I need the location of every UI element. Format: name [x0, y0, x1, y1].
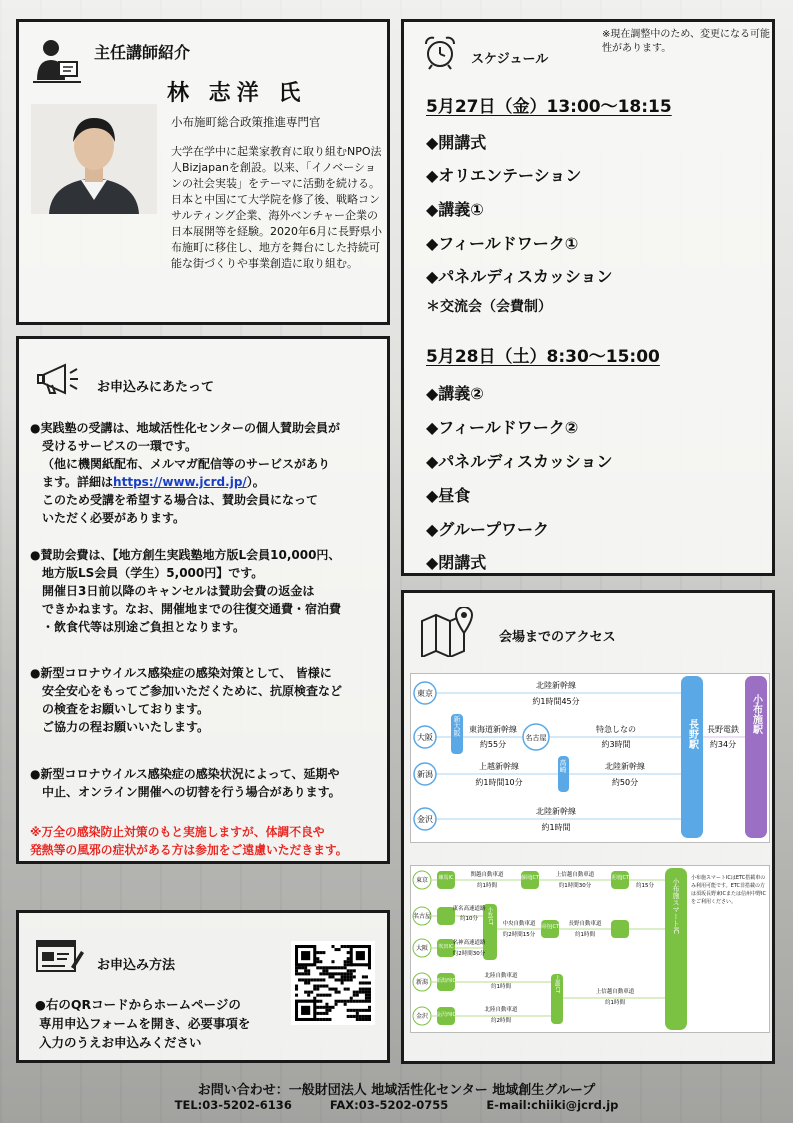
- svg-text:約34分: 約34分: [709, 740, 737, 749]
- day1-item: ◆オリエンテーション: [426, 166, 582, 185]
- svg-text:藤岡JCT: 藤岡JCT: [520, 875, 540, 881]
- svg-text:金沢西IC: 金沢西IC: [436, 1012, 456, 1018]
- svg-text:北陸新幹線: 北陸新幹線: [605, 762, 645, 771]
- contact-tel: TEL:03-5202-6136: [174, 1098, 292, 1112]
- day2-item: ◆フィールドワーク②: [426, 418, 579, 437]
- svg-text:約1時間: 約1時間: [575, 932, 595, 938]
- day1-date: 5月27日（金）13:00～18:15: [426, 97, 672, 117]
- svg-text:岡谷JCT: 岡谷JCT: [540, 924, 560, 930]
- svg-text:上越JCT: 上越JCT: [554, 974, 560, 994]
- svg-text:名神高速道路: 名神高速道路: [452, 940, 486, 946]
- svg-text:約55分: 約55分: [479, 740, 507, 749]
- membership-paragraph: ●実践塾の受講は、地域活性化センターの個人賛助会員が 受けるサービスの一環です。 （他に機関紙配布、メルマガ配信等のサービスがあり ます。詳細はhttps://www.jcrd.jp/）。 このため受講を希望する場合は、賛助会員になって いただく必要があります。: [30, 421, 340, 525]
- svg-text:約3時間: 約3時間: [601, 740, 631, 749]
- svg-text:金沢: 金沢: [415, 1013, 429, 1020]
- lecturer-icon: [31, 36, 83, 86]
- svg-text:高崎: 高崎: [559, 759, 567, 773]
- svg-text:長野駅: 長野駅: [686, 719, 698, 749]
- apply-section: [16, 910, 390, 1063]
- train-route-map: [410, 673, 770, 843]
- svg-text:小牧JCT: 小牧JCT: [487, 906, 493, 926]
- svg-text:約1時間: 約1時間: [605, 1000, 625, 1006]
- schedule-heading: スケジュール: [471, 52, 549, 67]
- svg-text:約10分: 約10分: [460, 916, 478, 922]
- contact-details: [0, 1098, 793, 1112]
- etc-note: 小布施スマートICはETC搭載車のみ利用可能です。ETC非搭載の方は須坂長野東ICまたは信州中野ICをご利用ください。: [691, 875, 766, 905]
- apply-heading: お申込み方法: [97, 958, 176, 973]
- covid-cancel-paragraph: ●新型コロナウイルス感染症の感染状況によって、延期や 中止、オンライン開催への切替を行う場合があります。: [30, 767, 341, 799]
- svg-text:上信越自動車道: 上信越自動車道: [595, 989, 635, 995]
- day1-item: ＊交流会（会費制）: [426, 299, 552, 315]
- svg-text:新潟西IC: 新潟西IC: [436, 978, 456, 984]
- svg-text:約1時間10分: 約1時間10分: [475, 778, 523, 787]
- instructor-photo: [31, 104, 157, 214]
- covid-test-paragraph: ●新型コロナウイルス感染症の感染対策として、 皆様に 安全安心をもってご参加いただくために、抗原検査など の検査をお願いしております。 ご協力の程お願いいたします。: [30, 666, 343, 734]
- svg-text:更埴JCT: 更埴JCT: [610, 875, 630, 881]
- svg-text:北陸新幹線: 北陸新幹線: [536, 807, 576, 816]
- svg-text:約1時間: 約1時間: [477, 883, 497, 889]
- day2-item: ◆閉講式: [426, 553, 487, 572]
- svg-text:上越新幹線: 上越新幹線: [479, 762, 519, 771]
- svg-text:名古屋: 名古屋: [525, 734, 547, 742]
- day2-item: ◆昼食: [426, 486, 471, 505]
- svg-text:約2時間15分: 約2時間15分: [502, 932, 536, 938]
- road-route-map: [410, 865, 770, 1033]
- map-pin-icon: [418, 607, 480, 657]
- apply-instructions: ●右のQRコードからホームページの 専用申込フォームを開き、必要事項を 入力のうえお申込みください: [35, 997, 251, 1050]
- svg-text:東京: 東京: [415, 877, 429, 884]
- svg-text:新大阪: 新大阪: [453, 715, 461, 737]
- schedule-note: ※現在調整中のため、変更になる可能性があります。: [602, 29, 770, 54]
- svg-text:東京: 東京: [417, 689, 433, 698]
- svg-text:約1時間30分: 約1時間30分: [558, 883, 592, 889]
- alarm-clock-icon: [420, 34, 460, 70]
- notice-heading: お申込みにあたって: [97, 380, 215, 395]
- svg-text:約2時間30分: 約2時間30分: [452, 951, 486, 957]
- day2-item: ◆グループワーク: [426, 520, 550, 539]
- svg-text:名古屋: 名古屋: [412, 913, 432, 920]
- schedule-section: [401, 19, 775, 576]
- instructor-section: [16, 19, 390, 325]
- svg-text:練馬IC: 練馬IC: [438, 875, 454, 881]
- svg-text:東名高速道路: 東名高速道路: [452, 906, 486, 912]
- svg-text:新潟: 新潟: [417, 770, 433, 779]
- svg-text:約1時間: 約1時間: [491, 984, 511, 990]
- day1-item: ◆フィールドワーク①: [426, 234, 579, 253]
- svg-text:小布施駅: 小布施駅: [750, 694, 762, 734]
- instructor-name: 林 志洋 氏: [167, 81, 307, 106]
- day2-item: ◆講義②: [426, 384, 484, 403]
- svg-text:約1時間: 約1時間: [541, 823, 571, 832]
- svg-text:小布施スマートIC: 小布施スマートIC: [672, 878, 680, 934]
- svg-text:大阪: 大阪: [415, 945, 429, 952]
- svg-text:北陸新幹線: 北陸新幹線: [536, 681, 576, 690]
- station-nagano: [681, 676, 703, 838]
- svg-text:関越自動車道: 関越自動車道: [470, 872, 504, 878]
- access-heading: 会場までのアクセス: [499, 630, 616, 645]
- contact-line: お問い合わせ：一般財団法人 地域活性化センター 地域創生グループ: [197, 1083, 596, 1098]
- contact-fax: FAX:03-5202-0755: [329, 1098, 449, 1112]
- svg-text:東海道新幹線: 東海道新幹線: [469, 725, 517, 734]
- instructor-title: 小布施町総合政策推進専門官: [171, 115, 321, 129]
- day1-item: ◆講義①: [426, 200, 484, 219]
- fee-paragraph: ●賛助会費は、【地方創生実践塾地方版L会員10,000円、 地方版LS会員（学生）5,000円】です。 開催日3日前以降のキャンセルは賛助会費の返金は できかねます。なお、開催地までの往復交通費・宿泊費 ・飲食代等は別途ご負担となります。: [30, 548, 342, 634]
- svg-text:金沢: 金沢: [417, 815, 433, 824]
- day2-date: 5月28日（土）8:30～15:00: [426, 347, 660, 367]
- megaphone-icon: [35, 359, 81, 399]
- svg-text:長野自動車道: 長野自動車道: [568, 921, 602, 927]
- svg-text:北陸自動車道: 北陸自動車道: [484, 1007, 518, 1013]
- svg-text:大阪: 大阪: [417, 733, 433, 742]
- qr-code[interactable]: [291, 941, 375, 1025]
- day1-item: ◆パネルディスカッション: [426, 267, 613, 286]
- instructor-bio: 大学在学中に起業家教育に取り組むNPO法人Bizjapanを創設。以来、「イノベーションの社会実装」をテーマに活動を続ける。日本と中国にて大学院を修了後、戦略コンサルティング企業、海外ベンチャー企業の日本展開等を経験。2020年6月に長野県小布施町に移住し、地方を舞台にした持続可能な街づくりや事業創造に取り組む。: [171, 145, 382, 270]
- svg-text:新潟: 新潟: [415, 979, 429, 986]
- svg-text:中央自動車道: 中央自動車道: [502, 921, 536, 927]
- health-warning: ※万全の感染防止対策のもと実施しますが、体調不良や 発熱等の風邪の症状がある方は参加をご遠慮いただきます。: [30, 825, 348, 857]
- svg-text:上信越自動車道: 上信越自動車道: [555, 872, 595, 878]
- instructor-heading: 主任講師紹介: [94, 43, 191, 62]
- svg-text:特急しなの: 特急しなの: [596, 725, 636, 734]
- svg-text:約1時間45分: 約1時間45分: [532, 697, 580, 706]
- jcrd-link[interactable]: https://www.jcrd.jp/: [113, 475, 247, 489]
- svg-text:約50分: 約50分: [611, 778, 639, 787]
- svg-text:約2時間: 約2時間: [491, 1018, 511, 1024]
- svg-text:約15分: 約15分: [636, 883, 654, 889]
- access-section: [401, 590, 775, 1064]
- svg-text:長野電鉄: 長野電鉄: [707, 725, 739, 734]
- day1-item: ◆開講式: [426, 133, 487, 152]
- contact-email[interactable]: E-mail:chiiki@jcrd.jp: [486, 1098, 619, 1112]
- svg-text:北陸自動車道: 北陸自動車道: [484, 973, 518, 979]
- form-icon: [35, 937, 85, 977]
- svg-text:吹田IC: 吹田IC: [438, 944, 454, 950]
- notice-section: [16, 336, 390, 864]
- day2-item: ◆パネルディスカッション: [426, 452, 613, 471]
